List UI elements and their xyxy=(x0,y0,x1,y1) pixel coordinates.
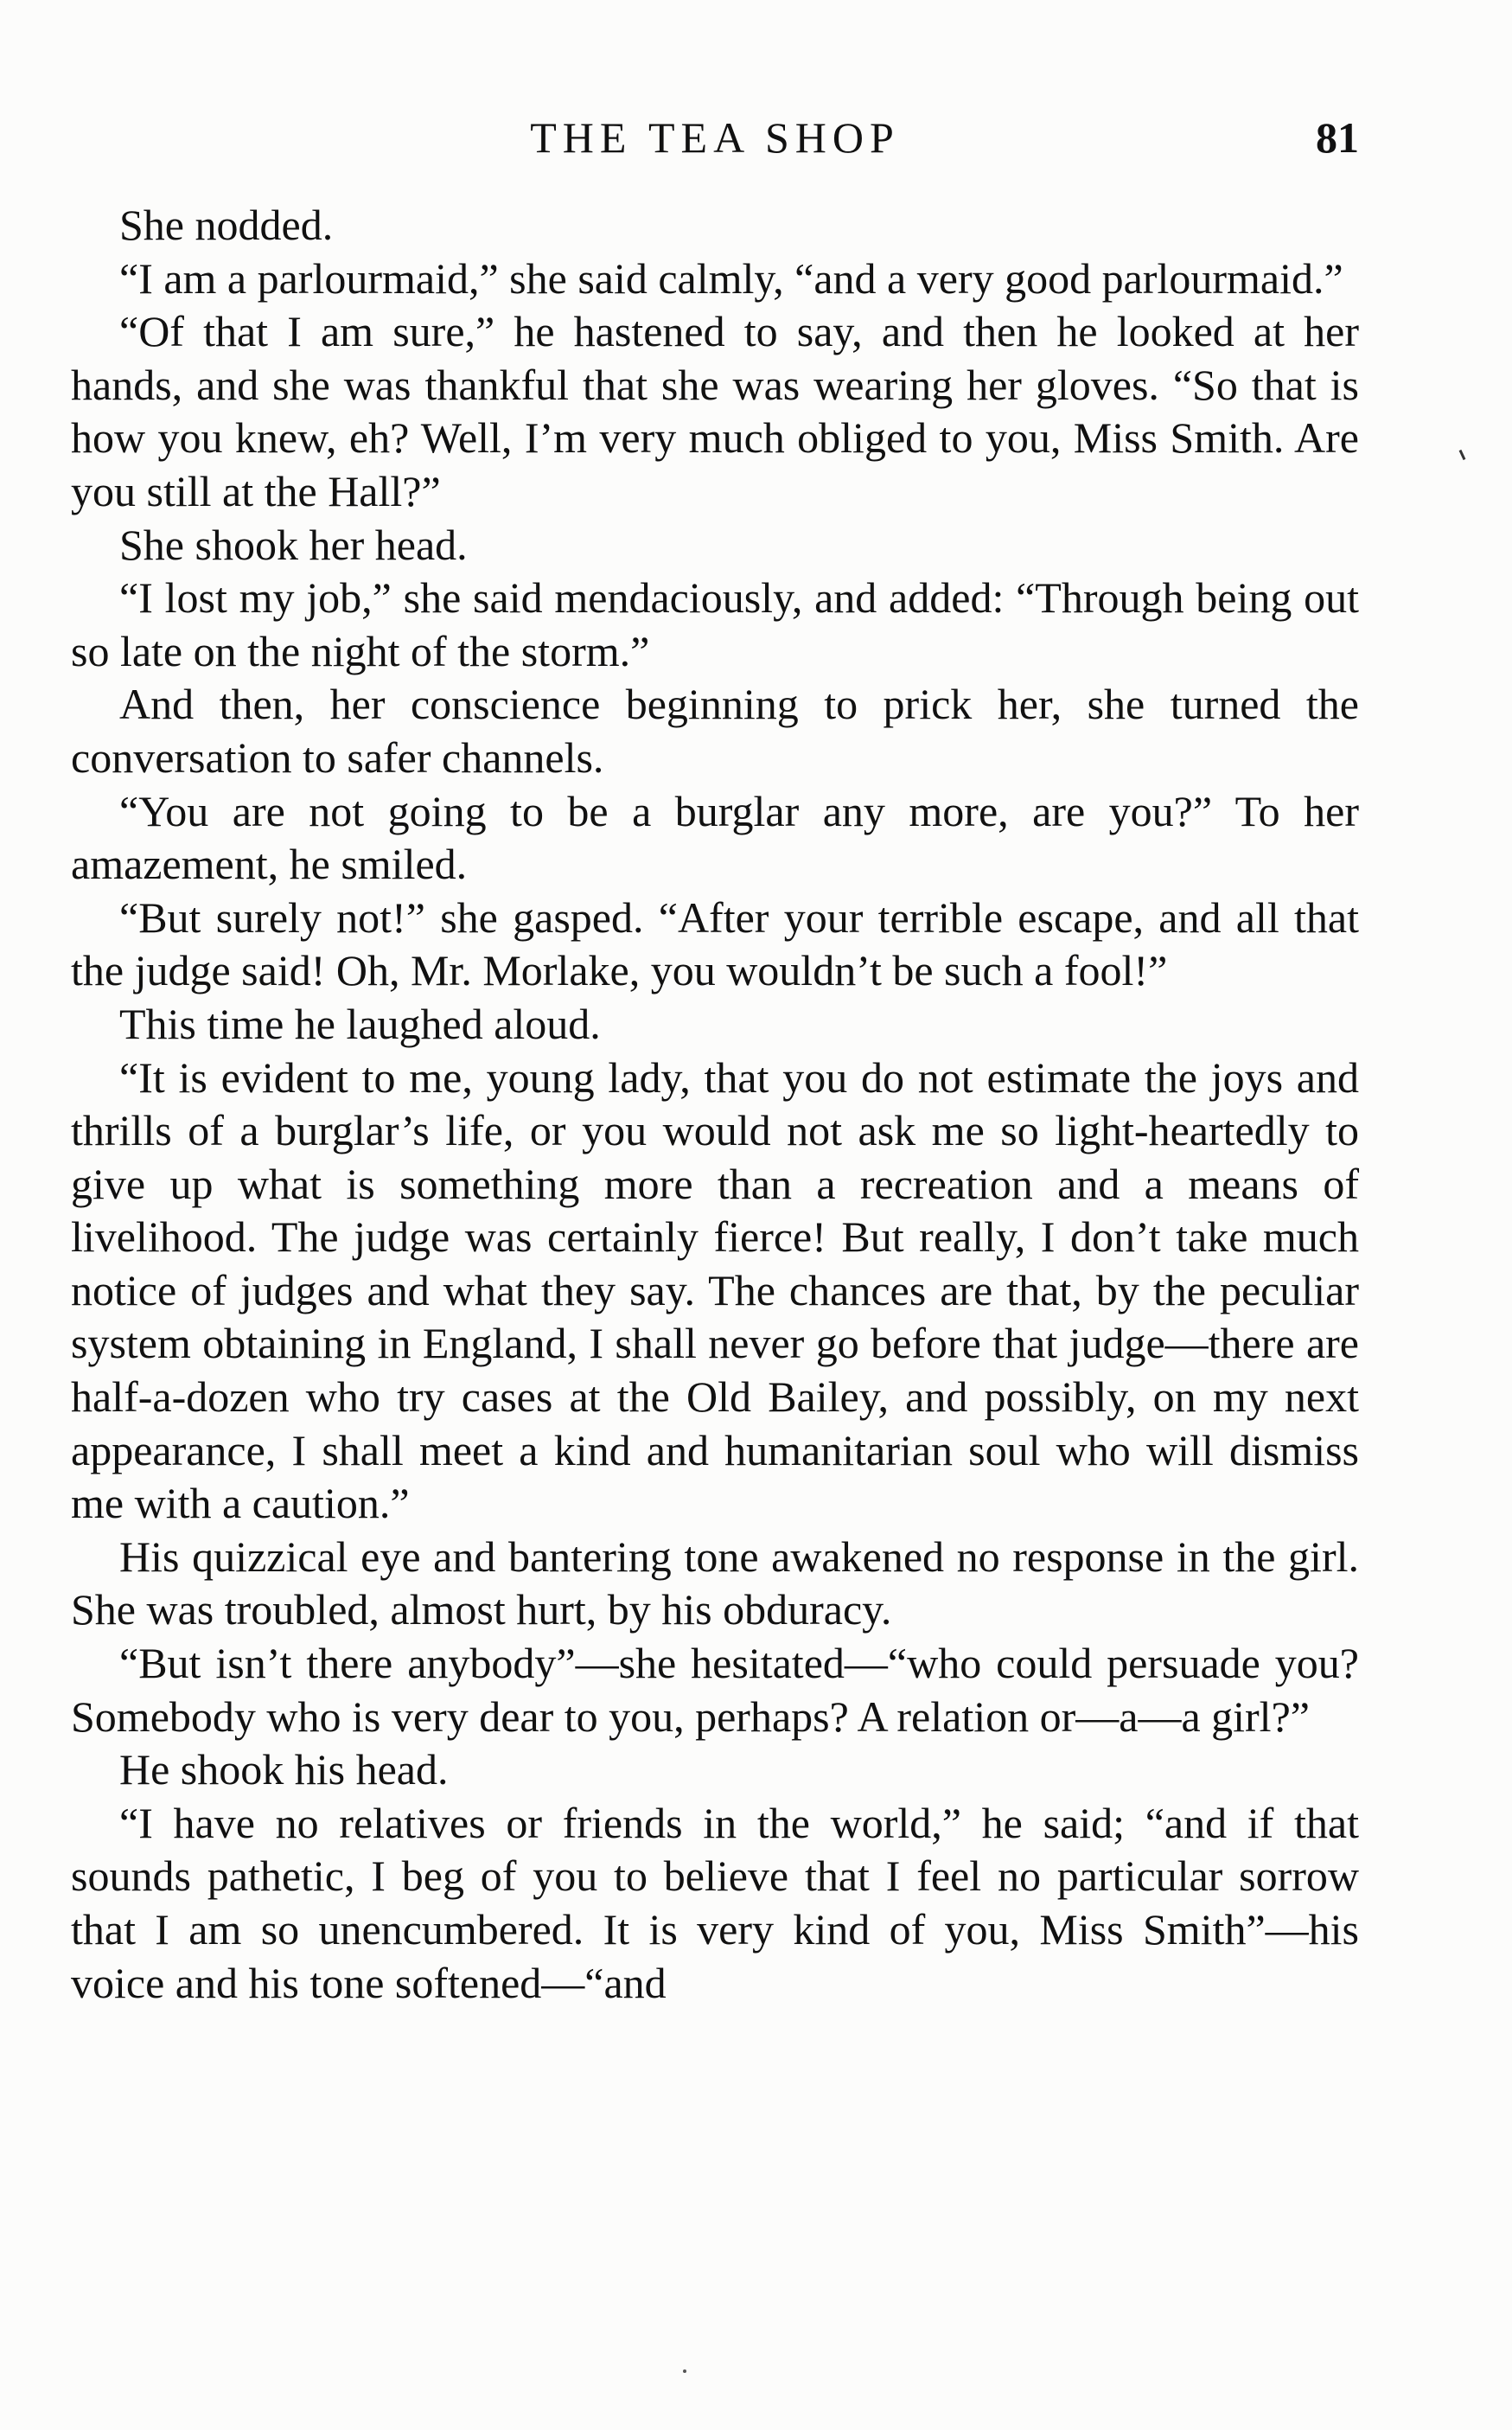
paragraph: “I have no relatives or friends in the world,” he said; “and if that sounds pathetic, I beg of you to believe that I feel no particular sorrow that I am so unencumbered. It is very kind of you, Miss Smith”—his voice and his tone softened—“and xyxy=(71,1798,1359,2007)
paragraph: “But surely not!” she gasped. “After your terrible escape, and all that the judge said! Oh, Mr. Morlake, you wouldn’t be such a fool!” xyxy=(71,892,1359,995)
paragraph: “You are not going to be a burglar any more, are you?” To her amazement, he smiled. xyxy=(71,786,1359,889)
scan-speck xyxy=(1459,450,1466,460)
scan-speck xyxy=(683,2369,686,2373)
body-text xyxy=(71,199,1359,2010)
paragraph: This time he laughed aloud. xyxy=(119,999,601,1048)
paragraph: And then, her conscience beginning to prick her, she turned the conversation to safer channels. xyxy=(71,680,1359,782)
paragraph: “But isn’t there anybody”—she hesitated—“who could persuade you? Somebody who is very dear to you, perhaps? A relation or—a—a girl?” xyxy=(71,1639,1359,1741)
paragraph: She nodded. xyxy=(119,201,334,249)
page-number: 81 xyxy=(1316,113,1359,162)
paragraph: “Of that I am sure,” he hastened to say, and then he looked at her hands, and she was thankful that she was wearing her gloves. “So that is how you knew, eh? Well, I’m very much obliged to you, Miss Smith. Are you still at the Hall?” xyxy=(71,307,1359,515)
page-header xyxy=(71,111,1359,164)
paragraph: She shook her head. xyxy=(119,520,468,569)
paragraph: “It is evident to me, young lady, that you do not estimate the joys and thrills of a burglar’s life, or you would not ask me so light-heartedly to give up what is something more than a recreation and a means of livelihood. The judge was certainly fierce! But really, I don’t take much notice of judges and what they say. The chances are that, by the peculiar system obtaining in England, I shall never go before that judge—there are half-a-dozen who try cases at the Old Bailey, and possibly, on my next appearance, I shall meet a kind and humanitarian soul who will dismiss me with a caution.” xyxy=(71,1052,1359,1528)
running-title: THE TEA SHOP xyxy=(530,113,900,162)
paragraph: His quizzical eye and bantering tone awakened no response in the girl. She was troubled, almost hurt, by his obduracy. xyxy=(71,1532,1359,1634)
paragraph: “I am a parlourmaid,” she said calmly, “and a very good parlourmaid.” xyxy=(119,253,1343,303)
paragraph: “I lost my job,” she said mendaciously, and added: “Through being out so late on the night of the storm.” xyxy=(71,573,1359,675)
paragraph: He shook his head. xyxy=(119,1745,449,1794)
